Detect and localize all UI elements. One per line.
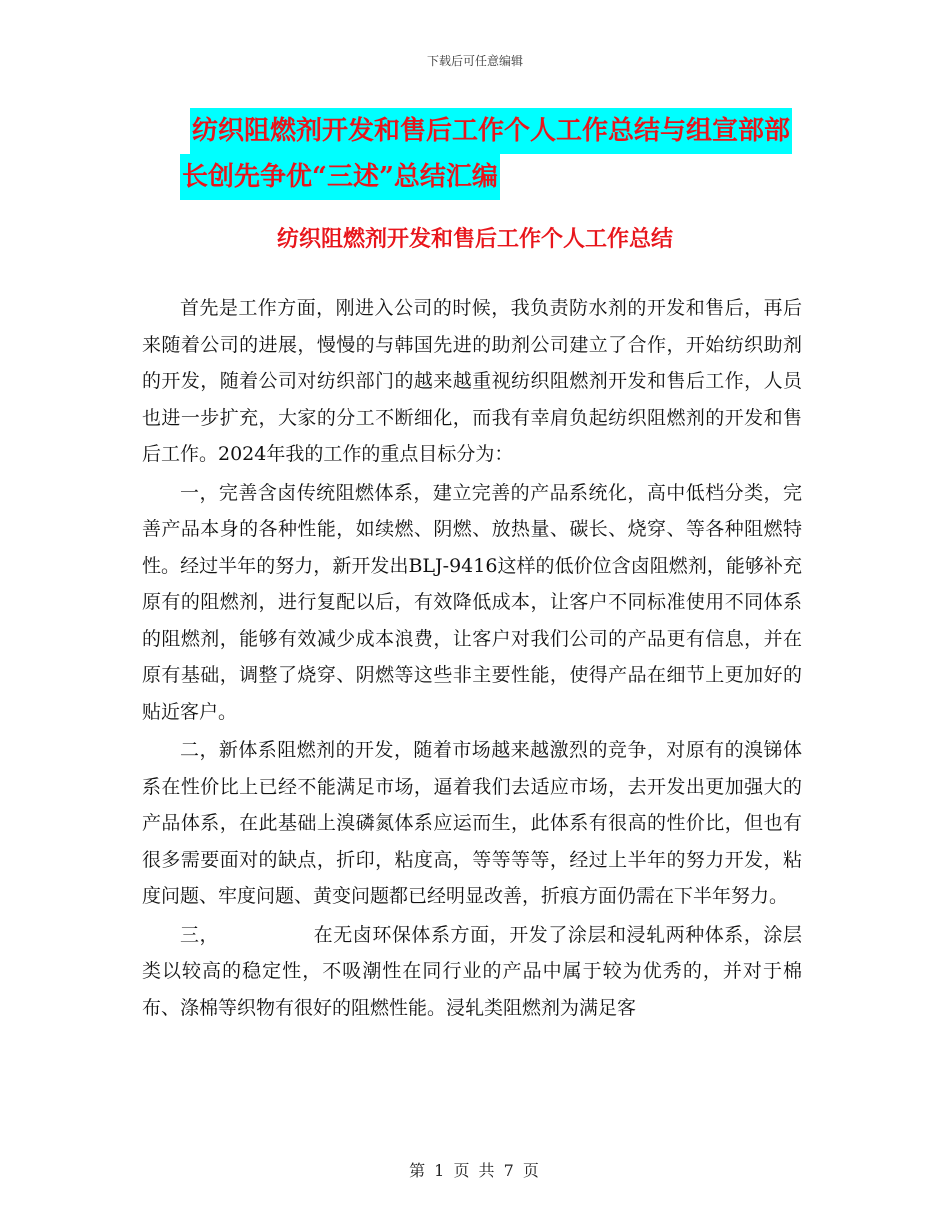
page-header-note: 下载后可任意编辑 bbox=[426, 54, 523, 68]
paragraph-2: 一，完善含卤传统阻燃体系，建立完善的产品系统化，高中低档分类，完善产品本身的各种性能，如续燃、阴燃、放热量、碳长、烧穿、等各种阻燃特性。经过半年的努力，新开发出BLJ-9416这样的低价位含卤阻燃剂，能够补充原有的阻燃剂，进行复配以后，有效降低成本，让客户不同标准使用不同体系的阻燃剂，能够有效减少成本浪费，让客户对我们公司的产品更有信息，并在原有基础，调整了烧穿、阴燃等这些非主要性能，使得产品在细节上更加好的贴近客户。 bbox=[142, 481, 802, 723]
page-number-footer: 第 1 页 共 7 页 bbox=[409, 1161, 541, 1180]
section-subtitle: 纺织阻燃剂开发和售后工作个人工作总结 bbox=[276, 226, 673, 252]
paragraph-4 bbox=[142, 917, 802, 1027]
title-line-2: 长创先争优“三述”总结汇编 bbox=[180, 154, 500, 200]
paragraph-1: 首先是工作方面，刚进入公司的时候，我负责防水剂的开发和售后，再后来随着公司的进展，慢慢的与韩国先进的助剂公司建立了合作，开始纺织助剂的开发，随着公司对纺织部门的越来越重视纺织阻燃剂开发和售后工作，人员也进一步扩充，大家的分工不断细化，而我有幸肩负起纺织阻燃剂的开发和售后工作。2024年我的工作的重点目标分为： bbox=[142, 297, 802, 465]
paragraph-4-lead: 三， bbox=[180, 923, 220, 946]
paragraph-3: 二，新体系阻燃剂的开发，随着市场越来越激烈的竞争，对原有的溴锑体系在性价比上已经不能满足市场，逼着我们去适应市场，去开发出更加强大的产品体系，在此基础上溴磷氮体系应运而生，此体系有很高的性价比，但也有很多需要面对的缺点，折印，粘度高，等等等等，经过上半年的努力开发，粘度问题、牢度问题、黄变问题都已经明显改善，折痕方面仍需在下半年努力。 bbox=[142, 739, 802, 907]
document-title bbox=[180, 108, 820, 200]
body-text bbox=[142, 290, 802, 1028]
paragraph-4-text: 在无卤环保体系方面，开发了涂层和浸轧两种体系，涂层类以较高的稳定性，不吸潮性在同行业的产品中属于较为优秀的，并对于棉布、涤棉等织物有很好的阻燃性能。浸轧类阻燃剂为满足客 bbox=[142, 923, 802, 1019]
title-line-1: 纺织阻燃剂开发和售后工作个人工作总结与组宣部部 bbox=[190, 108, 792, 154]
